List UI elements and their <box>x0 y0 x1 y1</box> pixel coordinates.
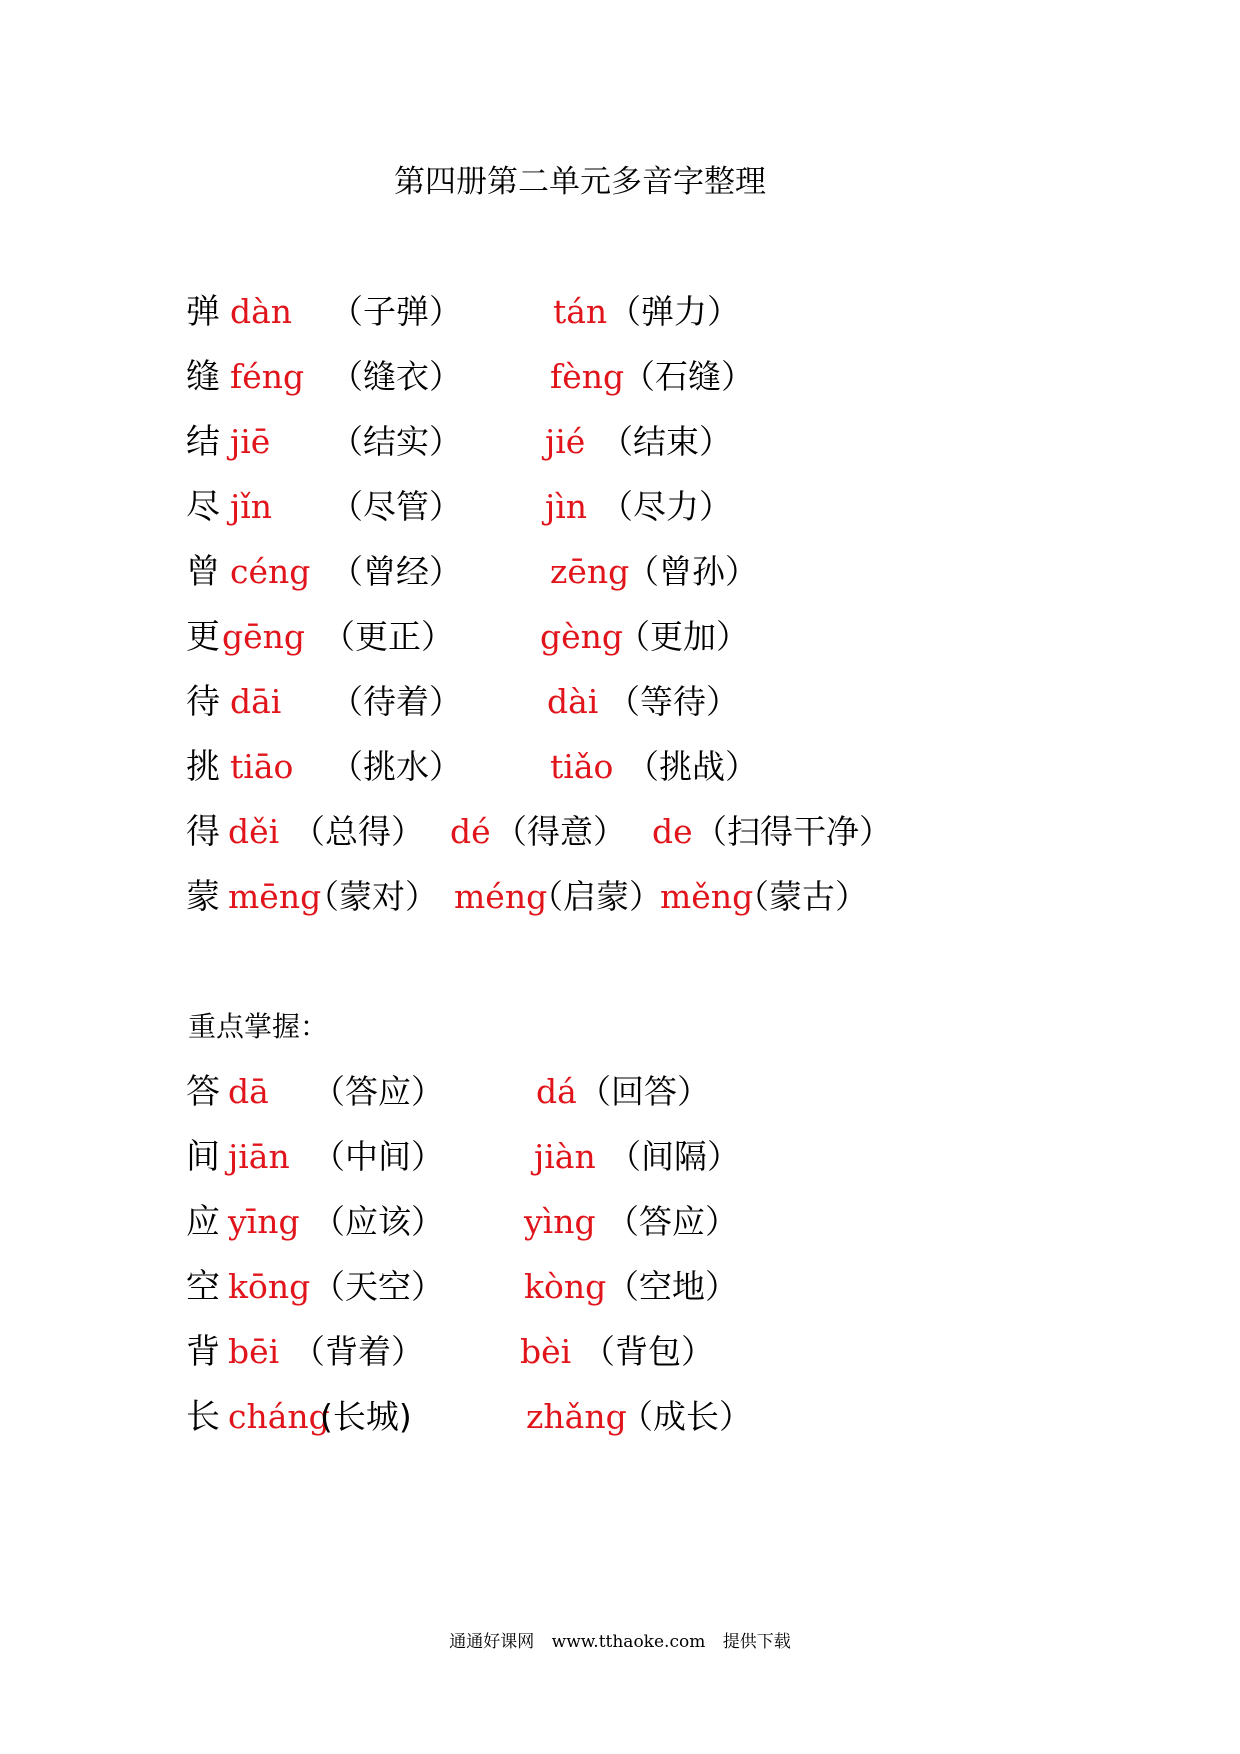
list-item <box>0 417 1240 467</box>
pinyin: zēng <box>550 552 630 591</box>
pinyin: tiǎo <box>550 747 614 786</box>
list-item <box>0 547 1240 597</box>
pinyin: féng <box>230 357 305 396</box>
example-word: （等待） <box>607 682 739 721</box>
example-word: （成长） <box>620 1397 752 1436</box>
example-word: （更加） <box>617 617 749 656</box>
character: 背 <box>186 1332 220 1372</box>
page-footer <box>0 1630 1240 1654</box>
pinyin: jié <box>545 422 586 461</box>
pinyin: yìng <box>524 1202 596 1241</box>
character: 应 <box>186 1202 220 1242</box>
pinyin: tiāo <box>230 747 294 786</box>
example-word: （背包） <box>582 1332 714 1371</box>
example-word: (长城) <box>320 1397 412 1436</box>
pinyin: de <box>652 812 693 851</box>
list-item <box>0 807 1240 857</box>
pinyin: dāi <box>230 682 282 721</box>
pinyin: méng <box>454 877 548 916</box>
pinyin: cháng <box>228 1397 330 1436</box>
footer-site-name: 通通好课网 <box>449 1632 535 1652</box>
pinyin: dā <box>228 1072 269 1111</box>
pinyin: dé <box>450 812 491 851</box>
example-word: （启蒙） <box>530 877 662 916</box>
example-word: （尽管） <box>330 487 462 526</box>
page-title: 第四册第二单元多音字整理 <box>394 164 766 200</box>
pinyin: jiàn <box>534 1137 596 1176</box>
example-word: （背着） <box>292 1332 424 1371</box>
pinyin: bēi <box>228 1332 280 1371</box>
pinyin: kōng <box>228 1267 311 1306</box>
example-word: （结实） <box>330 422 462 461</box>
character: 弹 <box>186 292 220 332</box>
example-word: （答应） <box>312 1072 444 1111</box>
example-word: （弹力） <box>608 292 740 331</box>
example-word: （结束） <box>600 422 732 461</box>
pinyin: zhǎng <box>526 1397 627 1436</box>
example-word: （应该） <box>312 1202 444 1241</box>
character: 曾 <box>186 552 220 592</box>
list-item <box>0 612 1240 662</box>
section-heading: 重点掌握： <box>188 1010 329 1043</box>
example-word: （得意） <box>494 812 626 851</box>
example-word: （蒙对） <box>306 877 438 916</box>
example-word: （空地） <box>606 1267 738 1306</box>
list-item <box>0 482 1240 532</box>
list-item <box>0 287 1240 337</box>
pinyin: jǐn <box>230 487 273 526</box>
character: 空 <box>186 1267 220 1307</box>
character: 尽 <box>186 487 220 527</box>
example-word: （石缝） <box>622 357 754 396</box>
list-item <box>0 872 1240 922</box>
list-item <box>0 1262 1240 1312</box>
character: 间 <box>186 1137 220 1177</box>
example-word: （曾经） <box>330 552 462 591</box>
pinyin: tán <box>553 292 608 331</box>
character: 蒙 <box>186 877 220 917</box>
example-word: （间隔） <box>608 1137 740 1176</box>
example-word: （子弹） <box>330 292 462 331</box>
pinyin: jìn <box>545 487 588 526</box>
character: 挑 <box>186 747 220 787</box>
example-word: （曾孙） <box>626 552 758 591</box>
example-word: （待着） <box>330 682 462 721</box>
example-word: （缝衣） <box>330 357 462 396</box>
list-item <box>0 1392 1240 1442</box>
character: 待 <box>186 682 220 722</box>
example-word: （答应） <box>606 1202 738 1241</box>
pinyin: dá <box>536 1072 577 1111</box>
pinyin: dài <box>547 682 599 721</box>
pinyin: mēng <box>228 877 322 916</box>
character: 答 <box>186 1072 220 1112</box>
pinyin: céng <box>230 552 311 591</box>
character: 更 <box>186 617 220 657</box>
example-word: （总得） <box>292 812 424 851</box>
character: 得 <box>186 812 220 852</box>
character: 缝 <box>186 357 220 397</box>
example-word: （尽力） <box>600 487 732 526</box>
pinyin: dàn <box>230 292 293 331</box>
character: 长 <box>186 1397 220 1437</box>
pinyin: gèng <box>540 617 624 656</box>
pinyin: bèi <box>520 1332 572 1371</box>
pinyin: kòng <box>524 1267 607 1306</box>
footer-url: www.tthaoke.com <box>551 1632 706 1652</box>
list-item <box>0 1067 1240 1117</box>
pinyin: fèng <box>550 357 625 396</box>
list-item <box>0 677 1240 727</box>
example-word: （回答） <box>578 1072 710 1111</box>
example-word: （中间） <box>312 1137 444 1176</box>
example-word: （挑战） <box>626 747 758 786</box>
pinyin: děi <box>228 812 280 851</box>
list-item <box>0 1132 1240 1182</box>
list-item <box>0 742 1240 792</box>
character: 结 <box>186 422 220 462</box>
example-word: （蒙古） <box>736 877 868 916</box>
footer-note: 提供下载 <box>722 1632 791 1652</box>
example-word: （挑水） <box>330 747 462 786</box>
list-item <box>0 352 1240 402</box>
pinyin: jiān <box>228 1137 290 1176</box>
list-item <box>0 1327 1240 1377</box>
pinyin: měng <box>660 877 754 916</box>
pinyin: jiē <box>230 422 271 461</box>
pinyin: gēng <box>222 617 306 656</box>
example-word: （更正） <box>322 617 454 656</box>
example-word: （天空） <box>312 1267 444 1306</box>
pinyin: yīng <box>228 1202 300 1241</box>
example-word: （扫得干净） <box>694 812 892 851</box>
list-item <box>0 1197 1240 1247</box>
